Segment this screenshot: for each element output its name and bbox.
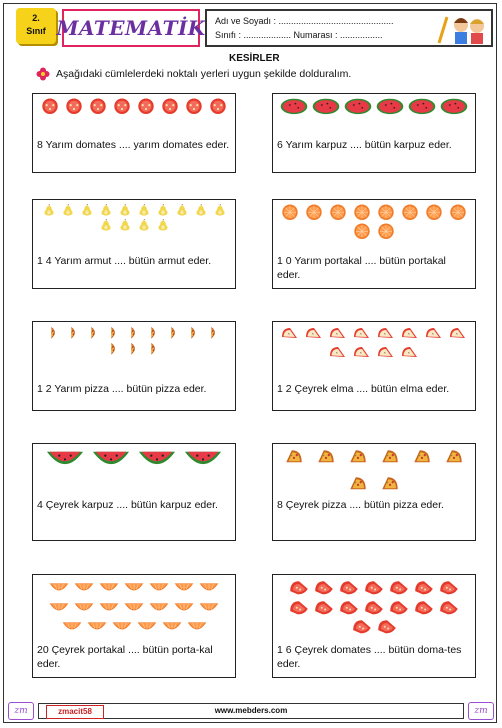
pizza-half-icon: [125, 342, 143, 356]
pear-half-icon: [136, 204, 152, 216]
page-title: MATEMATİK: [56, 16, 206, 40]
orange-quarter-icon: [148, 599, 170, 616]
orange-quarter-icon: [123, 599, 145, 616]
tomato-half-icon: [207, 98, 229, 115]
tomato-quarter-icon: [351, 618, 373, 635]
watermelon-half-icon: [440, 98, 468, 115]
footer-logo-right: zm: [468, 702, 494, 720]
orange-quarter-icon: [161, 618, 183, 635]
tomato-quarter-icon: [388, 599, 410, 616]
fruit-pictures: [277, 448, 471, 491]
orange-quarter-icon: [186, 618, 208, 635]
exercise-sentence[interactable]: 1 4 Yarım armut .... bütün armut eder.: [37, 255, 212, 267]
pizza-half-icon: [185, 326, 203, 340]
pear-half-icon: [117, 204, 133, 216]
orange-quarter-icon: [123, 579, 145, 596]
tomato-half-icon: [135, 98, 157, 115]
pear-half-icon: [60, 204, 76, 216]
exercise-card: [272, 321, 476, 411]
orange-half-icon: [351, 204, 373, 221]
student-info-box: [205, 9, 493, 47]
tomato-half-icon: [183, 98, 205, 115]
apple-quarter-icon: [280, 326, 300, 341]
tomato-half-icon: [111, 98, 133, 115]
apple-quarter-icon: [328, 345, 348, 360]
fruit-pictures: [277, 579, 471, 635]
tomato-quarter-icon: [288, 579, 310, 596]
pizza-half-icon: [85, 326, 103, 340]
fruit-pictures: [37, 448, 231, 471]
grade-number: 2.: [32, 13, 40, 23]
exercise-card: [32, 321, 236, 411]
fruit-pictures: [277, 204, 471, 239]
pizza-quarter-icon: [347, 448, 369, 465]
exercise-card: [272, 93, 476, 173]
tomato-quarter-icon: [338, 599, 360, 616]
orange-quarter-icon: [86, 618, 108, 635]
pizza-quarter-icon: [315, 448, 337, 465]
orange-quarter-icon: [198, 579, 220, 596]
orange-quarter-icon: [73, 599, 95, 616]
exercise-sentence[interactable]: 6 Yarım karpuz .... bütün karpuz eder.: [277, 139, 452, 151]
title-box: [56, 9, 206, 47]
instruction-text: Aşağıdaki cümlelerdeki noktalı yerleri uygun şekilde dolduralım.: [56, 68, 352, 80]
tomato-quarter-icon: [363, 599, 385, 616]
pizza-half-icon: [165, 326, 183, 340]
pizza-half-icon: [145, 342, 163, 356]
pizza-quarter-icon: [379, 448, 401, 465]
tomato-quarter-icon: [338, 579, 360, 596]
pizza-quarter-icon: [411, 448, 433, 465]
pear-half-icon: [212, 204, 228, 216]
orange-half-icon: [399, 204, 421, 221]
orange-half-icon: [375, 223, 397, 240]
orange-quarter-icon: [148, 579, 170, 596]
apple-quarter-icon: [304, 326, 324, 341]
exercise-card: [32, 574, 236, 678]
watermelon-quarter-icon: [92, 448, 130, 471]
pizza-quarter-icon: [443, 448, 465, 465]
section-title: KESİRLER: [229, 53, 280, 64]
orange-quarter-icon: [198, 599, 220, 616]
instruction-row: [36, 67, 351, 81]
exercise-sentence[interactable]: 1 2 Yarım pizza .... bütün pizza eder.: [37, 383, 207, 395]
pizza-half-icon: [125, 326, 143, 340]
orange-quarter-icon: [98, 599, 120, 616]
watermelon-half-icon: [280, 98, 308, 115]
tomato-quarter-icon: [438, 599, 460, 616]
exercise-sentence[interactable]: 1 2 Çeyrek elma .... bütün elma eder.: [277, 383, 450, 395]
pizza-half-icon: [45, 326, 63, 340]
pear-half-icon: [155, 219, 171, 231]
tomato-half-icon: [39, 98, 61, 115]
tomato-quarter-icon: [363, 579, 385, 596]
exercise-sentence[interactable]: 4 Çeyrek karpuz .... bütün karpuz eder.: [37, 499, 218, 511]
orange-quarter-icon: [136, 618, 158, 635]
kids-illustration-icon: [435, 13, 487, 47]
exercise-sentence[interactable]: 8 Çeyrek pizza .... bütün pizza eder.: [277, 499, 444, 511]
exercise-sentence[interactable]: 20 Çeyrek portakal .... bütün porta-kal eder.: [37, 644, 213, 670]
tomato-half-icon: [87, 98, 109, 115]
apple-quarter-icon: [424, 326, 444, 341]
exercise-sentence[interactable]: 1 0 Yarım portakal .... bütün portakal eder.: [277, 255, 446, 281]
fruit-pictures: [37, 326, 231, 355]
tomato-half-icon: [159, 98, 181, 115]
pizza-quarter-icon: [379, 475, 401, 492]
apple-quarter-icon: [352, 345, 372, 360]
fruit-pictures: [277, 98, 471, 115]
footer-site: www.mebders.com: [214, 706, 288, 715]
pear-half-icon: [41, 204, 57, 216]
apple-quarter-icon: [352, 326, 372, 341]
tomato-quarter-icon: [413, 599, 435, 616]
apple-quarter-icon: [376, 345, 396, 360]
apple-quarter-icon: [400, 326, 420, 341]
tomato-quarter-icon: [313, 599, 335, 616]
name-field[interactable]: Adı ve Soyadı : ..............................................: [215, 16, 394, 26]
exercise-card: [272, 574, 476, 678]
pizza-half-icon: [145, 326, 163, 340]
exercise-card: [272, 443, 476, 541]
orange-quarter-icon: [48, 599, 70, 616]
exercise-sentence[interactable]: 8 Yarım domates .... yarım domates eder.: [37, 139, 230, 151]
tomato-quarter-icon: [438, 579, 460, 596]
orange-quarter-icon: [61, 618, 83, 635]
orange-half-icon: [303, 204, 325, 221]
watermelon-quarter-icon: [184, 448, 222, 471]
fruit-pictures: [37, 204, 231, 231]
class-number-field[interactable]: Sınıfı : ................... Numarası : .................: [215, 30, 383, 40]
tomato-quarter-icon: [288, 599, 310, 616]
tomato-quarter-icon: [413, 579, 435, 596]
pizza-quarter-icon: [347, 475, 369, 492]
watermelon-quarter-icon: [46, 448, 84, 471]
orange-quarter-icon: [48, 579, 70, 596]
orange-quarter-icon: [111, 618, 133, 635]
exercise-sentence[interactable]: 1 6 Çeyrek domates .... bütün doma-tes eder.: [277, 644, 462, 670]
orange-half-icon: [423, 204, 445, 221]
fruit-pictures: [37, 579, 231, 635]
pear-half-icon: [79, 204, 95, 216]
pizza-half-icon: [105, 342, 123, 356]
tomato-quarter-icon: [388, 579, 410, 596]
orange-half-icon: [351, 223, 373, 240]
watermelon-half-icon: [376, 98, 404, 115]
watermelon-quarter-icon: [138, 448, 176, 471]
orange-half-icon: [447, 204, 469, 221]
fruit-pictures: [37, 98, 231, 115]
footer-code: zmacit58: [46, 705, 104, 719]
pear-half-icon: [98, 219, 114, 231]
exercise-card: [32, 199, 236, 289]
pizza-half-icon: [105, 326, 123, 340]
pizza-half-icon: [205, 326, 223, 340]
grade-badge: [16, 8, 56, 44]
pizza-quarter-icon: [283, 448, 305, 465]
tomato-quarter-icon: [376, 618, 398, 635]
apple-quarter-icon: [400, 345, 420, 360]
fruit-pictures: [277, 326, 471, 360]
orange-quarter-icon: [173, 599, 195, 616]
tomato-half-icon: [63, 98, 85, 115]
pear-half-icon: [117, 219, 133, 231]
grade-label: Sınıf: [26, 26, 46, 36]
watermelon-half-icon: [344, 98, 372, 115]
orange-half-icon: [375, 204, 397, 221]
exercise-card: [32, 443, 236, 541]
exercise-card: [32, 93, 236, 173]
watermelon-half-icon: [408, 98, 436, 115]
orange-half-icon: [327, 204, 349, 221]
footer-logo-left: zm: [8, 702, 34, 720]
pear-half-icon: [174, 204, 190, 216]
pear-half-icon: [155, 204, 171, 216]
tomato-quarter-icon: [313, 579, 335, 596]
apple-quarter-icon: [328, 326, 348, 341]
orange-quarter-icon: [73, 579, 95, 596]
pear-half-icon: [136, 219, 152, 231]
orange-quarter-icon: [173, 579, 195, 596]
watermelon-half-icon: [312, 98, 340, 115]
pear-half-icon: [98, 204, 114, 216]
apple-quarter-icon: [448, 326, 468, 341]
pizza-half-icon: [65, 326, 83, 340]
flower-icon: [36, 67, 50, 81]
orange-half-icon: [279, 204, 301, 221]
orange-quarter-icon: [98, 579, 120, 596]
apple-quarter-icon: [376, 326, 396, 341]
exercise-card: [272, 199, 476, 289]
pear-half-icon: [193, 204, 209, 216]
